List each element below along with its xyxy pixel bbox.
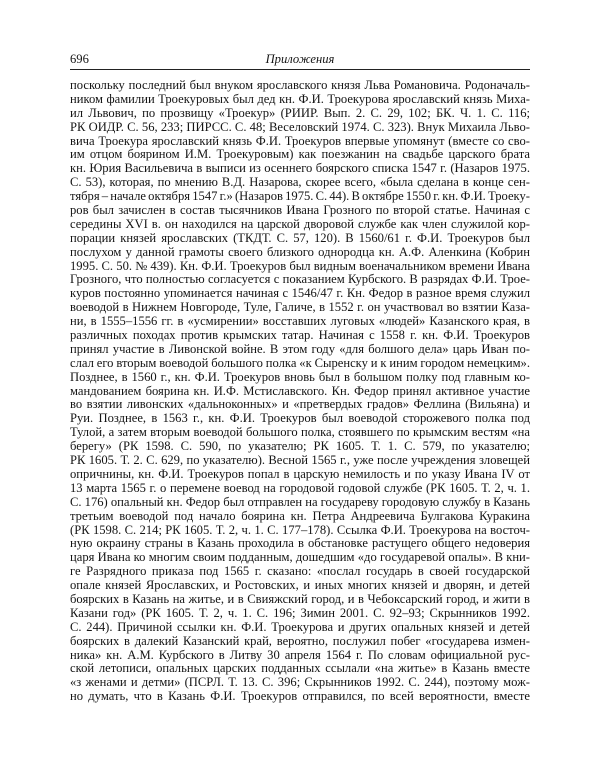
text-line: ника» кн. А.М. Курбского в Литву 30 апреля 1564 г. По словам официальной рус- (70, 648, 530, 662)
text-line: Тулой, а затем вторым воеводой большого полка, стоявшего по крымским вестям «на (70, 426, 530, 440)
running-title: Приложения (265, 52, 335, 66)
text-line: куров постоянно упоминается начиная с 1546/47 г. Кн. Федор в разное время служил (70, 287, 530, 301)
text-line: им отцом боярином И.М. Троекуровым) как поезжанин на свадьбе царского брата (70, 148, 530, 162)
text-line: опричнины, кн. Ф.И. Троекуров попал в царскую немилость и по указу Ивана IV от (70, 467, 530, 481)
running-header (70, 52, 530, 70)
text-line: середины XVI в. он находился на царской дворовой службе как член служилой кор- (70, 217, 530, 231)
text-line: третьим воеводой под начало боярина кн. Петра Андреевича Булгакова Куракина (70, 509, 530, 523)
text-line: (РК 1598. С. 214; РК 1605. Т. 2, ч. 1. С. 177–178). Ссылка Ф.И. Троекурова на восточ- (70, 523, 530, 537)
text-line: мандованием боярина кн. И.Ф. Мстиславского. Кн. Федор принял активное участие (70, 384, 530, 398)
text-line: во взятии ливонских «дальноконных» и «претвердых градов» Феллина (Вильяна) и (70, 398, 530, 412)
text-line: принял участие в Ливонской войне. В этом году «для болшого дела» царь Иван по- (70, 342, 530, 356)
text-line: но думать, что в Казань Ф.И. Троекуров отправился, по всей вероятности, вместе (70, 690, 530, 704)
text-line: РК 1605. Т. 2. С. 629, по указателю). Весной 1565 г., уже после учреждения зловещей (70, 454, 530, 468)
text-line: тября – начале октября 1547 г.» (Назаров 1975. С. 44). В октябре 1550 г. кн. Ф.И. Троеку- (70, 190, 530, 204)
text-line: ге Разрядного приказа под 1565 г. сказано: «послал государь в своей государской (70, 565, 530, 579)
text-line: Грозного, что полностью согласуется с показанием Курбского. В разрядах Ф.И. Трое- (70, 273, 530, 287)
text-line: послухом у данной грамоты своего близкого однородца кн. А.Ф. Аленкина (Кобрин (70, 245, 530, 259)
text-line: ской летописи, опальных царских подданных ссылали «на житье» в Казань вместе (70, 662, 530, 676)
text-line: царя Ивана ко многим своим подданным, дошедшим «до государевой опалы». В кни- (70, 551, 530, 565)
text-line: боярских в Казань на житье, и в Свияжский город, и в Чебоксарский город, и жити в (70, 592, 530, 606)
text-line: С. 244). Причиной ссылки кн. Ф.И. Троекурова и других опальных князей и детей (70, 620, 530, 634)
text-line: С. 176) опальный кн. Федор был отправлен на государеву городовую службу в Казань (70, 495, 530, 509)
text-line: РК ОИДР. С. 56, 233; ПИРСС. С. 48; Веселовский 1974. С. 323). Внук Михаила Льво- (70, 120, 530, 134)
text-line: С. 53), которая, по мнению В.Д. Назарова, скорее всего, «была сделана в конце сен- (70, 176, 530, 190)
text-line: ил Львович, по прозвищу «Троекур» (РИИР. Вып. 2. С. 29, 102; БК. Ч. 1. С. 116; (70, 106, 530, 120)
body-text (70, 79, 530, 704)
text-line: «з женами и детми» (ПСРЛ. Т. 13. С. 396; Скрынников 1992. С. 244), поэтому мож- (70, 676, 530, 690)
text-line: Казани год» (РК 1605. Т. 2, ч. 1. С. 196; Зимин 2001. С. 92–93; Скрынников 1992. (70, 606, 530, 620)
text-line: кн. Юрия Васильевича в выписи из осеннего боярского списка 1547 г. (Назаров 1975. (70, 162, 530, 176)
text-line: ни, в 1555–1556 гг. в «усмирении» восставших луговых «людей» Казанского края, в (70, 315, 530, 329)
text-line: ником фамилии Троекуровых был дед кн. Ф.И. Троекурова ярославский князь Миха- (70, 92, 530, 106)
text-line: берегу» (РК 1598. С. 590, по указателю; РК 1605. Т. 1. С. 579, по указателю; (70, 440, 530, 454)
text-line: различных походах против крымских татар. Начиная с 1558 г. кн. Ф.И. Троекуров (70, 329, 530, 343)
text-line: поскольку последний был внуком ярославского князя Льва Романовича. Родоначаль- (70, 79, 530, 92)
text-line: слал его вторым воеводой большого полка «к Сыренску и к иним городом немецким». (70, 356, 530, 370)
text-line: вича Троекура ярославский князь Ф.И. Троекуров впервые упомянут (вместе со сво- (70, 134, 530, 148)
text-line: боярских в далекий Казанский край, вероятно, послужил побег «государева измен- (70, 634, 530, 648)
text-line: порации князей ярославских (ТКДТ. С. 57, 120). В 1560/61 г. Ф.И. Троекуров был (70, 231, 530, 245)
text-line: Руи. Позднее, в 1563 г., кн. Ф.И. Троекуров был воеводой сторожевого полка под (70, 412, 530, 426)
text-line: 1995. С. 50. № 439). Кн. Ф.И. Троекуров был видным военачальником времени Ивана (70, 259, 530, 273)
text-line: 13 марта 1565 г. о перемене воевод на городовой годовой службе (РК 1605. Т. 2, ч. 1. (70, 481, 530, 495)
text-line: ную окраину страны в Казань проходила в обстановке растущего общего недоверия (70, 537, 530, 551)
text-line: Позднее, в 1560 г., кн. Ф.И. Троекуров вновь был в большом полку под главным ко- (70, 370, 530, 384)
text-line: опале князей Ярославских, и Ростовских, и иных многих князей и дворян, и детей (70, 579, 530, 593)
page-number: 696 (70, 52, 89, 66)
text-line: воеводой в Нижнем Новгороде, Туле, Галиче, в 1552 г. он участвовал во взятии Каза- (70, 301, 530, 315)
text-line: ров был зачислен в состав тысячников Ивана Грозного по второй статье. Начиная с (70, 204, 530, 218)
